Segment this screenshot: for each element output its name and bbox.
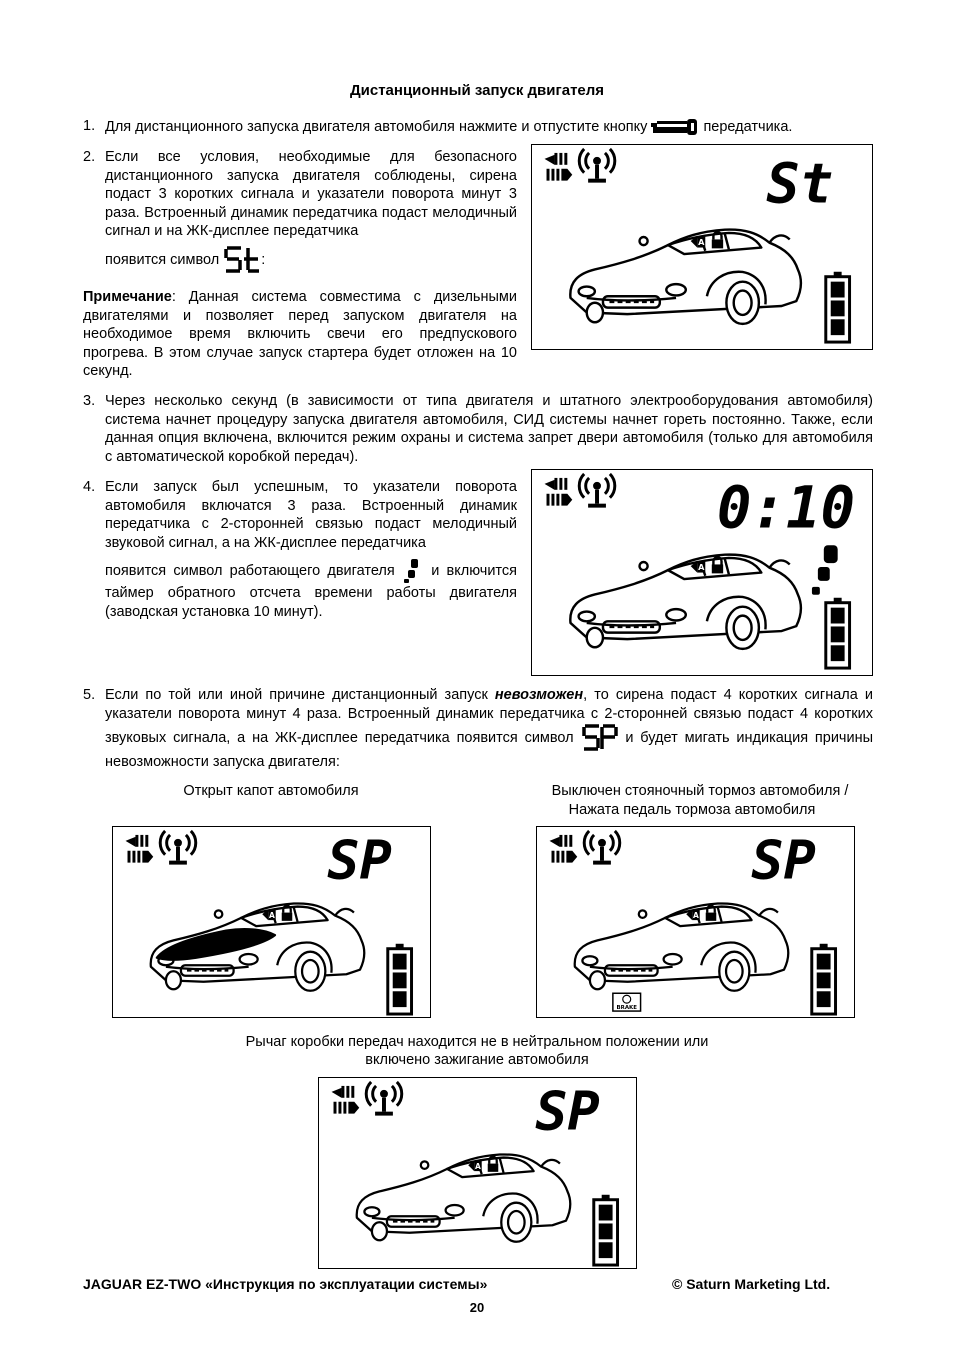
lcd-symbol: SP [327,828,392,892]
signal-status-icon [332,1086,360,1114]
antenna-icon [579,149,615,183]
car-icon [575,903,788,990]
key-button-icon [651,117,699,137]
sp-symbol-icon [581,723,619,753]
signal-status-icon [550,835,578,863]
battery-icon [826,272,850,342]
page-title: Дистанционный запуск двигателя [349,82,605,99]
item-text-tail: и будет мигать индикация причины невозможности запуска двигателя: [105,729,874,770]
lcd-display-hood [112,826,431,1018]
item-text: Через несколько секунд (в зависимости от типа двигателя и штатного электрооборудования автомобиля) система начнет процедуру запуска двигателя автомобиля, СИД системы начнет гореть постоянно. Также, если данная опция включена, включится режим охраны и система запрет двери автомобиля (только для автомобиля с автоматической коробкой передач). [105,393,873,465]
signal-status-icon [545,478,573,506]
item-text: Если по той или иной причине дистанционный запуск [105,687,488,703]
brake-icon [613,993,641,1011]
item-text: Если все условия, необходимые для безопасного дистанционного запуска двигателя соблюдены, сирена подаст 3 коротких сигнала и указатели поворота минут 3 раза. Встроенный динамик передатчика подаст мелодичный сигнал и на ЖК-дисплее передатчика [105,149,517,239]
svg-text:A: A [698,237,705,248]
lcd-display-timer [531,469,873,676]
item-text-cont: , то сирена подаст 4 коротких сигнала и указатели поворота минут 4 раза. Встроенный динамик передатчика с 2-сторонней связью подаст 4 коротких звуковых сигнала, а на ЖК-дисплее передатчика появится символ [105,687,873,746]
lcd-display-brake [536,826,855,1018]
lcd-graphic [532,145,872,349]
car-icon [570,555,800,649]
st-symbol-icon [223,245,261,275]
svg-text:A: A [693,910,699,920]
svg-text:A: A [698,562,705,573]
item-number: 4. [83,479,96,495]
antenna-icon [584,831,620,865]
item-emphasis: невозможен [494,687,584,703]
battery-icon [594,1195,618,1265]
engine-running-icon [812,545,838,595]
note-paragraph [83,288,517,381]
antenna-icon [160,831,196,865]
lcd-graphic [532,470,872,675]
item-number: 3. [83,393,96,409]
car-icon [357,1154,570,1241]
signal-status-icon [545,153,573,181]
battery-icon [826,598,850,668]
svg-text:A: A [475,1161,481,1171]
antenna-icon [579,474,615,508]
car-icon [570,230,800,324]
caption-brake-line2: Нажата педаль тормоза автомобиля [568,802,816,818]
footer-copyright: © Saturn Marketing Ltd. [672,1276,831,1292]
note-label: Примечание [83,289,172,305]
brake-label: BRAKE [616,1005,637,1012]
lcd-graphic [319,1078,636,1268]
lcd-symbol: SP [535,1079,600,1143]
lcd-graphic [537,827,854,1017]
lcd-timer: 0:10 [716,474,856,542]
lcd-symbol: St [766,152,834,217]
signal-status-icon [126,835,154,863]
item-number: 2. [83,149,96,165]
page-number: 20 [469,1300,485,1315]
item-text-symbol: появится символ [105,251,220,268]
lcd-symbol: SP [751,828,816,892]
footer-title: JAGUAR EZ-TWO «Инструкция по эксплуатации системы» [83,1276,488,1292]
caption-gear-line2: включено зажигание автомобиля [365,1052,589,1068]
battery-icon [812,944,836,1014]
item-number: 1. [83,118,96,134]
lcd-graphic [113,827,430,1017]
battery-icon [388,944,412,1014]
item-text-symbol: появится символ работающего двигателя [105,562,395,579]
antenna-icon [366,1082,402,1116]
car-icon [151,903,364,990]
item-number: 5. [83,687,96,703]
svg-text:A: A [269,910,275,920]
lcd-display-start [531,144,873,350]
caption-brake-line1: Выключен стояночный тормоз автомобиля / [551,783,849,799]
engine-running-icon [402,558,424,584]
item-text-tail: передатчика. [703,118,793,135]
item-text-tail: : [261,251,266,268]
item-text: Если запуск был успешным, то указатели поворота автомобиля включатся 3 раза. Встроенный динамик передатчика с 2-сторонней связью подаст мелодичный звуковой сигнал, а на ЖК-дисплее передатчика [105,479,517,551]
item-text-tail: и включится таймер обратного отсчета времени работы двигателя (заводская установка 10 минут). [105,562,517,620]
item-text: Для дистанционного запуска двигателя автомобиля нажмите и отпустите кнопку [105,118,648,135]
lcd-display-gear [318,1077,637,1269]
caption-hood: Открыт капот автомобиля [183,783,359,799]
caption-gear-line1: Рычаг коробки передач находится не в нейтральном положении или [245,1034,709,1050]
note-text: : Данная система совместима с дизельными двигателями и позволяет перед запуском двигателя на необходимое время включить свечи его предпускового прогрева. В этом случае запуск стартера будет отложен на 10 секунд. [83,289,517,379]
